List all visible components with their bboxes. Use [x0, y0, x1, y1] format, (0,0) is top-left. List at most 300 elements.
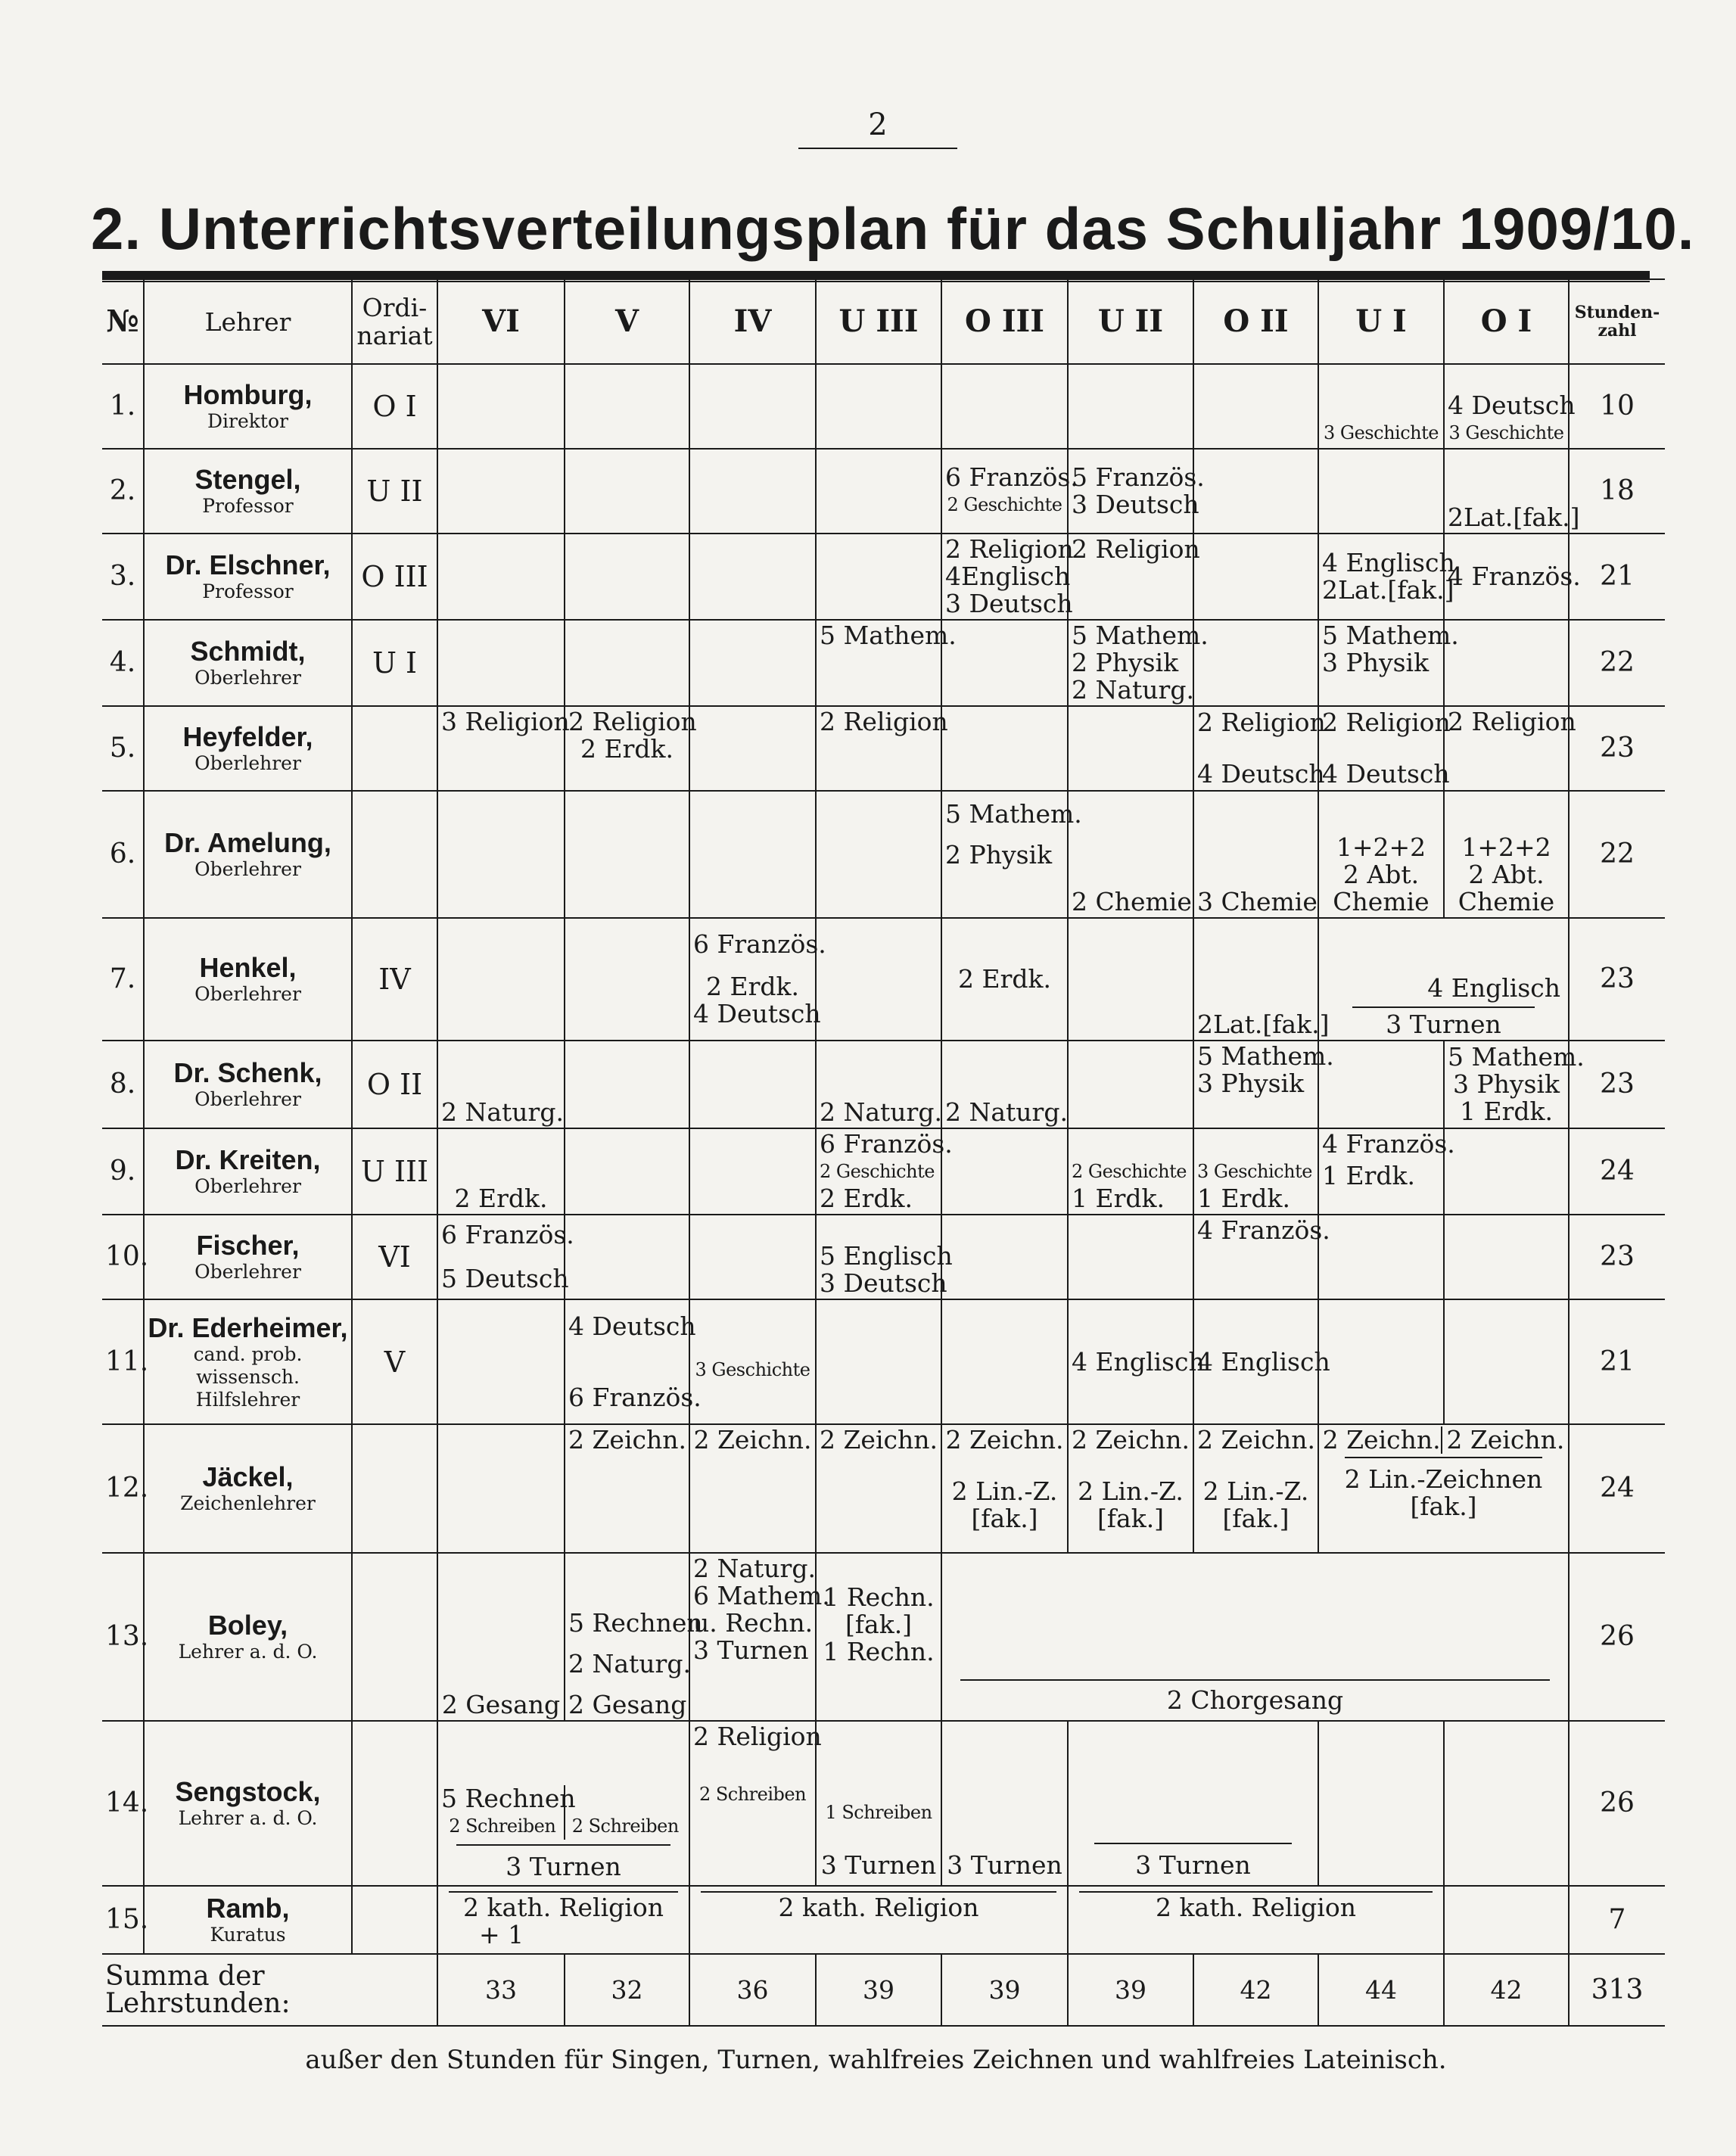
teacher-name: Homburg, [183, 379, 313, 410]
subject-entry: u. Rechn. [693, 1608, 814, 1638]
hours-cell: 22 [1569, 791, 1665, 918]
teacher-cell [144, 620, 352, 706]
total-vi: 33 [437, 1954, 565, 2026]
subject-entry: 2 Erdk. [580, 734, 674, 764]
subject-entry: 6 Französ. [693, 929, 826, 959]
subject-entry: 2 Naturg. [820, 1097, 942, 1127]
subject-entry: 5 Mathem. [1197, 1041, 1334, 1071]
subject-cell [816, 706, 948, 791]
subject-cell [941, 534, 1074, 620]
subject-entry: 2 Chemie [1072, 887, 1192, 916]
subject-entry: 3 Physik [1197, 1069, 1305, 1098]
document-title: 2. Unterrichtsverteilungsplan für das Schuljahr 1909/10. [91, 195, 1695, 262]
subject-entry: 2 Zeichn. [820, 1425, 938, 1454]
subject-entry: 2 Zeichn. [1322, 1426, 1442, 1454]
teacher-cell [144, 1041, 352, 1128]
subject-entry: 3 Turnen [820, 1850, 937, 1880]
header-class-oii: O II [1193, 279, 1318, 364]
total-uii: 39 [1068, 1954, 1193, 2026]
teacher-cell [144, 1128, 352, 1215]
teaching-plan-table [102, 278, 1665, 2027]
subject-cell [1193, 364, 1318, 449]
subject-cell [689, 918, 826, 1041]
subject-entry: 2 Chorgesang [1166, 1685, 1344, 1715]
hours-cell: 22 [1569, 620, 1665, 706]
teacher-name: Stengel, [194, 464, 301, 495]
header-class-iv: IV [689, 279, 816, 364]
subject-entry: 3 Physik [1322, 648, 1430, 677]
subject-cell [565, 534, 689, 620]
header-ordinariat-line: nariat [356, 321, 433, 350]
subject-entry: 2 Schreiben [571, 1815, 679, 1837]
subject-entry: [fak.] [1410, 1492, 1477, 1521]
subject-entry: 3 Chemie [1197, 887, 1318, 916]
writing-entries [441, 1785, 686, 1840]
header-class-oi: O I [1444, 279, 1569, 364]
subject-cell [941, 1721, 1068, 1886]
row-number: 12. [102, 1424, 144, 1553]
subject-entry: 2 Religion [693, 1722, 822, 1751]
subject-cell [437, 1041, 565, 1128]
page-number-rule [798, 148, 957, 149]
teacher-cell [144, 706, 352, 791]
title-rule-thick [102, 271, 1650, 278]
subject-entry: 3 Geschichte [1324, 422, 1439, 443]
subject-cell [1068, 620, 1209, 706]
hours-cell: 26 [1569, 1721, 1665, 1886]
subject-cell [1193, 620, 1318, 706]
subject-entry: 1 Erdk. [1460, 1097, 1553, 1126]
subject-entry: 4 Englisch [1197, 1346, 1330, 1377]
header-no: № [102, 279, 144, 364]
subject-cell [1444, 1215, 1569, 1299]
subject-entry: 6 Französ. [820, 1129, 953, 1159]
subject-cell [1193, 1299, 1330, 1424]
subject-span-cell [941, 1553, 1569, 1721]
subject-cell [1193, 918, 1330, 1041]
subject-entry: 2Lat.[fak.] [1197, 1010, 1330, 1039]
teacher-name: Dr. Elschner, [165, 549, 331, 580]
hours-cell: 7 [1569, 1886, 1665, 1954]
row-number: 8. [102, 1041, 144, 1128]
v-entries [564, 1785, 686, 1840]
subject-entry: 4 Englisch [1322, 548, 1455, 577]
hours-cell: 23 [1569, 1215, 1665, 1299]
subject-entry: 2 Gesang [568, 1690, 687, 1719]
ordinariat-cell: O III [352, 534, 437, 620]
subject-entry: 5 Mathem. [945, 799, 1082, 829]
teacher-cell [144, 1886, 352, 1954]
subject-cell [1444, 1299, 1569, 1424]
header-hours-line: Stunden- [1574, 303, 1660, 322]
row-number: 11. [102, 1299, 144, 1424]
subject-span-cell [689, 1886, 1068, 1954]
teacher-title: Lehrer a. d. O. [178, 1641, 318, 1663]
table-row [102, 1041, 1665, 1128]
teacher-cell [144, 1215, 352, 1299]
subject-entry: 3 Geschichte [1448, 422, 1564, 443]
subject-cell [1193, 791, 1318, 918]
hours-cell: 10 [1569, 364, 1665, 449]
teacher-title: Lehrer a. d. O. [178, 1807, 318, 1829]
teacher-cell [144, 1299, 352, 1424]
subject-cell [565, 1299, 702, 1424]
subject-cell [1193, 449, 1318, 534]
table-row [102, 1886, 1665, 1954]
subject-entry: 3 Deutsch [945, 589, 1073, 618]
teacher-name: Ramb, [206, 1893, 290, 1924]
table-row [102, 1299, 1665, 1424]
teacher-name: Jäckel, [202, 1461, 294, 1492]
total-hours: 313 [1569, 1954, 1665, 2026]
teacher-cell [144, 791, 352, 918]
subject-cell [941, 1215, 1068, 1299]
subject-cell [1444, 791, 1569, 918]
row-number: 10. [102, 1215, 144, 1299]
subject-cell [1193, 534, 1318, 620]
subject-entry: 2 Geschichte [820, 1161, 935, 1182]
header-class-vi: VI [437, 279, 565, 364]
subject-cell [437, 1424, 565, 1553]
ordinariat-cell: IV [352, 918, 437, 1041]
hours-cell: 24 [1569, 1128, 1665, 1215]
subject-cell [437, 706, 570, 791]
teacher-title: Oberlehrer [194, 983, 301, 1005]
total-ui: 44 [1318, 1954, 1444, 2026]
subject-entry: 2 Erdk. [454, 1184, 548, 1213]
subject-entry: 2 Naturg. [945, 1097, 1068, 1127]
subject-entry: [fak.] [1222, 1504, 1290, 1533]
subject-entry: Chemie [1458, 887, 1555, 916]
teacher-cell [144, 534, 352, 620]
subject-cell [1444, 1721, 1569, 1886]
subject-entry: 1+2+2 [1336, 832, 1426, 862]
subject-cell [941, 791, 1082, 918]
subject-entry: 6 Mathem. [693, 1581, 830, 1610]
subject-span-cell [1068, 1721, 1318, 1886]
subject-entry: 2 Religion [820, 707, 948, 736]
teacher-title: Kuratus [210, 1924, 286, 1946]
subject-entry: 3 Physik [1452, 1069, 1560, 1099]
subject-cell [941, 1041, 1068, 1128]
subject-cell [565, 791, 689, 918]
subject-entry: 2 Geschichte [947, 494, 1062, 515]
subject-cell [1068, 706, 1193, 791]
teacher-name: Sengstock, [175, 1776, 321, 1807]
subject-cell [1444, 1886, 1569, 1954]
subject-cell [1318, 1215, 1444, 1299]
subject-cell [437, 918, 565, 1041]
table-row [102, 918, 1665, 1041]
subject-entry: 2 Physik [945, 840, 1053, 870]
row-number: 1. [102, 364, 144, 449]
total-oii: 42 [1193, 1954, 1318, 2026]
header-class-oiii: O III [941, 279, 1068, 364]
subject-cell [437, 1128, 565, 1215]
subject-entry: 2 Schreiben [698, 1784, 807, 1805]
subject-entry: 3 Turnen [1135, 1850, 1251, 1880]
hours-cell: 18 [1569, 449, 1665, 534]
subject-cell [1193, 1128, 1318, 1215]
subject-cell [689, 1553, 830, 1721]
row-number: 14. [102, 1721, 144, 1886]
teacher-title: Oberlehrer [194, 752, 301, 774]
subject-entry: 2 Lin.-Z. [1202, 1476, 1309, 1506]
brace-line [960, 1679, 1550, 1681]
subject-cell [1318, 449, 1444, 534]
subject-entry: 3 Deutsch [820, 1268, 947, 1298]
subject-cell [1444, 1041, 1585, 1128]
row-number: 2. [102, 449, 144, 534]
table-row [102, 449, 1665, 534]
subject-entry: Chemie [1333, 887, 1430, 916]
teacher-title-2: wissensch. Hilfslehrer [195, 1365, 300, 1411]
subject-entry: 5 Mathem. [1322, 621, 1459, 650]
subject-entry: 2 Naturg. [441, 1097, 564, 1127]
subject-cell [689, 1424, 816, 1553]
subject-cell [816, 1424, 941, 1553]
subject-entry: 1 Schreiben [825, 1802, 932, 1823]
subject-entry: 2 Geschichte [1072, 1161, 1187, 1182]
subject-entry: 5 Rechnen [441, 1784, 576, 1813]
teacher-title: Oberlehrer [194, 1261, 301, 1283]
teacher-title: Professor [202, 580, 294, 602]
subject-cell [1193, 1215, 1330, 1299]
subject-cell [1068, 534, 1200, 620]
subject-cell [1068, 364, 1193, 449]
teacher-name: Dr. Kreiten, [175, 1144, 321, 1175]
subject-cell [437, 791, 565, 918]
subject-cell [816, 364, 941, 449]
subject-entry: 3 Turnen [506, 1852, 621, 1881]
teacher-cell [144, 1424, 352, 1553]
teacher-name: Dr. Amelung, [164, 827, 331, 858]
subject-entry: 4Englisch [945, 562, 1071, 591]
subject-cell [816, 620, 957, 706]
teacher-title: Oberlehrer [194, 858, 301, 880]
subject-entry: 2 Religion [1448, 707, 1576, 736]
subject-cell [816, 1721, 941, 1886]
subject-cell [565, 706, 697, 791]
subject-entry: 4 Deutsch [1197, 759, 1325, 789]
subject-cell [565, 449, 689, 534]
header-hours [1569, 279, 1665, 364]
subject-cell [816, 449, 941, 534]
subject-entry: 2 Schreiben [449, 1815, 556, 1837]
subject-cell [689, 1299, 816, 1424]
brace-line [456, 1844, 670, 1846]
total-v: 32 [565, 1954, 689, 2026]
subject-entry: 4 Deutsch [1448, 390, 1576, 420]
ordinariat-cell [352, 1553, 437, 1721]
subject-cell [565, 364, 689, 449]
teacher-title: Oberlehrer [194, 1175, 301, 1197]
table-row [102, 1721, 1665, 1886]
subject-cell [689, 791, 816, 918]
table-row [102, 706, 1665, 791]
subject-entry: 2 Zeichn. [1197, 1425, 1315, 1454]
subject-cell [1068, 1215, 1193, 1299]
subject-entry: 1 Erdk. [1197, 1184, 1290, 1213]
row-number: 7. [102, 918, 144, 1041]
total-oiii: 39 [941, 1954, 1068, 2026]
subject-entry: 4 Englisch [1427, 973, 1560, 1003]
row-number: 5. [102, 706, 144, 791]
header-ordinariat [352, 279, 437, 364]
subject-cell [816, 918, 941, 1041]
subject-cell [1444, 364, 1576, 449]
subject-entry: + 1 [479, 1920, 524, 1949]
subject-cell [816, 791, 941, 918]
subject-entry: 5 Englisch [820, 1241, 953, 1271]
subject-entry: 3 Turnen [693, 1635, 809, 1665]
hours-cell: 23 [1569, 918, 1665, 1041]
ordinariat-cell: O II [352, 1041, 437, 1128]
row-number: 4. [102, 620, 144, 706]
subject-cell [1318, 364, 1444, 449]
subject-cell [437, 620, 565, 706]
subject-cell [689, 364, 816, 449]
totals-row [102, 1954, 1665, 2026]
subject-cell [941, 1128, 1068, 1215]
subject-cell [565, 1215, 689, 1299]
subject-entry: 2 Lin.-Zeichnen [1344, 1464, 1543, 1494]
subject-entry: 2 Naturg. [568, 1649, 691, 1678]
subject-entry: 3 Geschichte [695, 1358, 810, 1380]
subject-entry: [fak.] [971, 1504, 1038, 1533]
teacher-title: Professor [202, 495, 294, 517]
subject-cell [1318, 706, 1451, 791]
hours-cell: 23 [1569, 1041, 1665, 1128]
subject-cell [816, 534, 941, 620]
subject-cell [565, 1128, 689, 1215]
table-row [102, 364, 1665, 449]
subject-entry: 4 Französ. [1448, 562, 1581, 591]
row-number: 6. [102, 791, 144, 918]
subject-entry: 2 kath. Religion [1156, 1893, 1356, 1922]
subject-entry: 4 Französ. [1322, 1129, 1455, 1159]
hours-cell: 21 [1569, 534, 1665, 620]
subject-cell [1068, 1041, 1193, 1128]
subject-entry: 2Lat.[fak.] [1448, 502, 1580, 532]
header-class-ui: U I [1318, 279, 1444, 364]
subject-cell [941, 1424, 1068, 1553]
subject-entry: 1 Rechn. [823, 1582, 935, 1612]
header-ordinariat-line: Ordi- [362, 293, 428, 322]
ordinariat-cell: V [352, 1299, 437, 1424]
subject-entry: 2 Zeichn. [945, 1425, 1064, 1454]
subject-span-cell [1068, 1886, 1444, 1954]
hours-cell: 23 [1569, 706, 1665, 791]
teacher-cell [144, 1553, 352, 1721]
subject-entry: 4 Deutsch [693, 999, 821, 1028]
subject-cell [689, 1721, 822, 1886]
hours-cell: 21 [1569, 1299, 1665, 1424]
subject-cell [437, 364, 565, 449]
header-class-uii: U II [1068, 279, 1193, 364]
subject-cell [941, 1299, 1068, 1424]
hours-cell: 24 [1569, 1424, 1665, 1553]
subject-entry: 3 Turnen [947, 1850, 1062, 1880]
subject-cell [565, 1553, 703, 1721]
table-row [102, 1424, 1665, 1553]
subject-span-cell [1318, 1424, 1569, 1553]
subject-cell [1444, 449, 1580, 534]
subject-cell [1318, 1299, 1444, 1424]
teacher-name: Dr. Ederheimer, [148, 1311, 348, 1343]
ordinariat-cell: U I [352, 620, 437, 706]
subject-cell [437, 534, 565, 620]
subject-cell [1068, 1299, 1205, 1424]
subject-entry: 2 Religion [1322, 708, 1451, 737]
ordinariat-cell: O I [352, 364, 437, 449]
subject-entry: 2 Zeichn. [693, 1425, 812, 1454]
subject-cell [565, 918, 689, 1041]
subject-entry: 1 Rechn. [823, 1637, 935, 1666]
subject-cell [1444, 620, 1569, 706]
subject-cell [1318, 620, 1459, 706]
brace-line [1094, 1843, 1292, 1844]
ordinariat-cell: U II [352, 449, 437, 534]
subject-entry: 5 Mathem. [820, 621, 957, 650]
row-number: 13. [102, 1553, 144, 1721]
subject-cell [1068, 1128, 1193, 1215]
subject-entry: 2 Religion [1197, 708, 1326, 737]
subject-cell [941, 918, 1068, 1041]
subject-entry: [fak.] [845, 1610, 913, 1639]
subject-cell [1068, 1424, 1193, 1553]
subject-cell [437, 1299, 565, 1424]
row-number: 3. [102, 534, 144, 620]
subject-entry: 6 Französ. [568, 1382, 702, 1412]
teacher-cell [144, 918, 352, 1041]
totals-label: Summa der Lehrstunden: [102, 1954, 437, 2026]
ordinariat-cell [352, 1886, 437, 1954]
subject-entry: 2 Erdk. [706, 972, 799, 1001]
subject-entry: 2 kath. Religion [463, 1893, 664, 1922]
subject-entry: 5 Mathem. [1072, 621, 1209, 650]
subject-entry: 2 Zeichn. [568, 1425, 686, 1454]
subject-cell [941, 706, 1068, 791]
subject-cell [689, 620, 816, 706]
subject-cell [1444, 706, 1576, 791]
subject-cell [1193, 1041, 1334, 1128]
subject-cell [689, 1215, 816, 1299]
subject-entry: 2 Physik [1072, 648, 1179, 677]
subject-entry: 3 Turnen [1352, 1006, 1535, 1038]
teacher-name: Henkel, [199, 952, 297, 983]
subject-entry: 1 Erdk. [1322, 1161, 1415, 1190]
subject-span-cell [1318, 918, 1569, 1041]
subject-entry: 5 Französ. [1072, 462, 1205, 492]
subject-cell [816, 1128, 953, 1215]
subject-cell [689, 1041, 816, 1128]
subject-entry: 3 Deutsch [1072, 490, 1199, 519]
header-hours-line: zahl [1598, 321, 1637, 341]
teacher-title: Oberlehrer [194, 1088, 301, 1110]
row-number: 9. [102, 1128, 144, 1215]
teacher-cell [144, 364, 352, 449]
subject-cell [689, 534, 816, 620]
subject-cell [1193, 1424, 1318, 1553]
footnote: außer den Stunden für Singen, Turnen, wahlfreies Zeichnen und wahlfreies Lateinisch. [305, 2045, 1447, 2075]
subject-cell [816, 1553, 941, 1721]
subject-entry: 2 kath. Religion [778, 1893, 979, 1922]
subject-entry: 5 Mathem. [1448, 1042, 1585, 1072]
ordinariat-cell [352, 791, 437, 918]
total-oi: 42 [1444, 1954, 1569, 2026]
row-number: 15. [102, 1886, 144, 1954]
